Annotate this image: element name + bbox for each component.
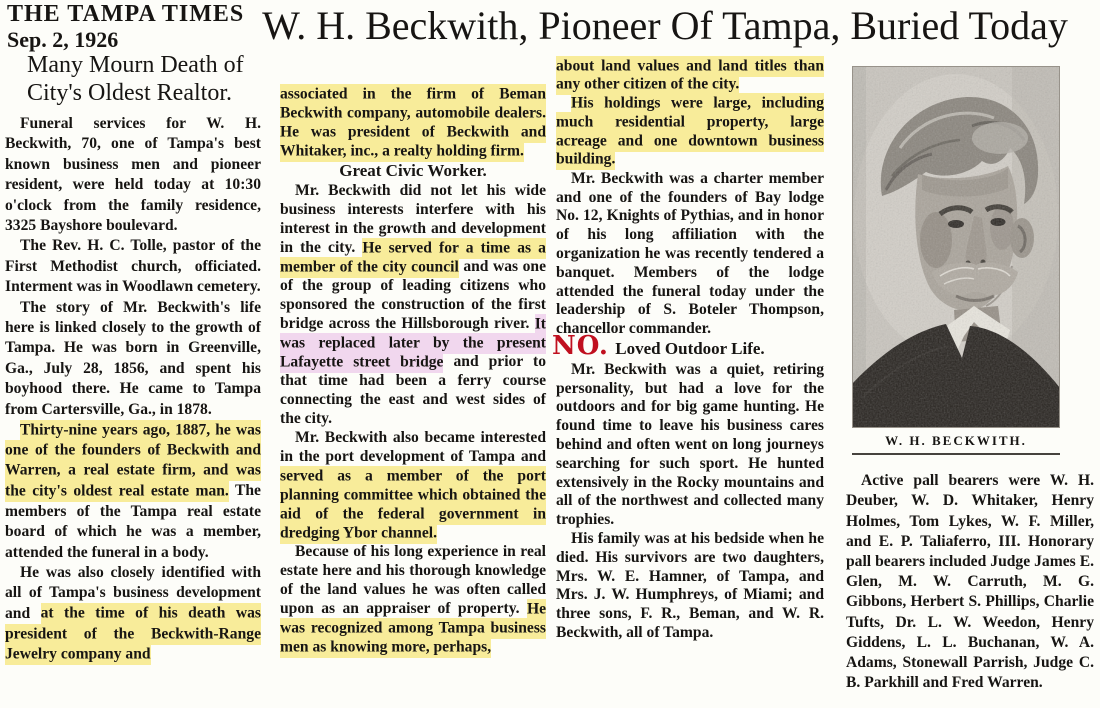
column-3	[552, 57, 824, 643]
text-segment: Mr. Beckwith did not let his wide business interests interfere with his interest in the growth and development in the city.	[280, 182, 546, 256]
no-annotation: NO.	[552, 330, 609, 361]
article-paragraph	[5, 563, 261, 665]
highlighted-text: served as a member of the port planning committee which obtained the aid of the federal government in dredging Ybor channel.	[280, 466, 546, 544]
text-segment: He was also closely identified with all of Tampa's business development and	[5, 563, 261, 622]
highlighted-text: His holdings were large, including much residential property, large acreage and one downtown business building.	[556, 93, 824, 170]
text-segment: The story of Mr. Beckwith's life here is linked closely to the growth of Tampa. He was born in Greenville, Ga., July 28, 1856, and spent his boyhood there. He came to Tampa from Cartersville, Ga., in 1878.	[5, 298, 261, 418]
article-paragraph	[846, 471, 1094, 693]
article-paragraph	[280, 84, 546, 160]
article-paragraph	[280, 428, 546, 542]
column-4	[846, 60, 1094, 693]
highlighted-text: about land values and land titles than any other citizen of the city.	[556, 56, 824, 96]
article-paragraph	[556, 361, 824, 530]
article-paragraph	[5, 236, 261, 297]
column-2	[280, 84, 546, 656]
article-paragraph	[556, 95, 824, 170]
article-paragraph	[556, 530, 824, 643]
text-segment: The members of the Tampa real estate board of which he was a member, attended the funeral in a body.	[5, 482, 261, 561]
column-1	[5, 52, 261, 665]
portrait-photo	[852, 66, 1060, 455]
article-paragraph	[5, 298, 261, 420]
text-segment: Mr. Beckwith was a quiet, retiring personality, but had a love for the outdoors and for big game hunting. He found time to leave his business cares behind and often went on long journeys searching for such sport. He hunted extensively in the Rocky mountains and all of the northwest and collected many trophies.	[556, 360, 824, 529]
masthead-date: Sep. 2, 1926	[7, 27, 119, 52]
article-paragraph	[556, 57, 824, 95]
text-segment: and prior to that time had been a ferry course connecting the east and west sides of the city.	[280, 353, 546, 427]
photo-caption: W. H. BECKWITH.	[852, 428, 1060, 455]
article-paragraph	[280, 181, 546, 428]
highlighted-text: He served for a time as a member of the city council	[280, 238, 546, 278]
text-segment: Mr. Beckwith was a charter member and one of the founders of Bay lodge No. 12, Knights of Pythias, and in honor of his long affiliation with the organization he was recently tendered a banquet. Members of the lodge attended the funeral today under the leadership of S. Boteler Thompson, chancellor commander.	[556, 169, 824, 338]
highlighted-text: He was recognized among Tampa business men as knowing more, perhaps,	[280, 599, 546, 658]
text-segment: The Rev. H. C. Tolle, pastor of the First Methodist church, officiated. Interment was in Woodlawn cemetery.	[5, 237, 261, 296]
main-headline: W. H. Beckwith, Pioneer Of Tampa, Buried Today	[262, 3, 1068, 48]
article-paragraph	[5, 420, 261, 563]
highlighted-text: at the time of his death was president of the Beckwith-Range Jewelry company and	[5, 603, 261, 665]
section-heading-loved-outdoor-life: Loved Outdoor Life.	[615, 338, 765, 358]
article-paragraph	[280, 542, 546, 656]
text-segment: and was one of the group of leading citizens who sponsored the construction of the first bridge across the Hillsborough river.	[280, 258, 546, 332]
text-segment: His family was at his bedside when he died. His survivors are two daughters, Mrs. W. E. Hamner, of Tampa, and Mrs. J. W. Humphreys, of Miami; and three sons, F. R., Beman, and W. R. Beckwith, all of Tampa.	[556, 529, 824, 641]
section-heading-great-civic-worker: Great Civic Worker.	[339, 161, 487, 180]
portrait-image	[852, 66, 1060, 428]
highlighted-text: Thirty-nine years ago, 1887, he was one of the founders of Beckwith and Warren, a real estate firm, and was the city's oldest real estate man.	[5, 420, 261, 502]
article-paragraph	[556, 170, 824, 339]
deck-subheadline: Many Mourn Death of City's Oldest Realtor.	[27, 52, 244, 106]
article-paragraph	[5, 114, 261, 236]
text-segment: Because of his long experience in real estate here and his thorough knowledge of the land values he was often called upon as an appraiser of property.	[280, 543, 546, 617]
masthead-title: THE TAMPA TIMES	[7, 1, 245, 27]
highlighted-text: associated in the firm of Beman Beckwith company, automobile dealers. He was president of Beckwith and Whitaker, inc., a realty holding firm.	[280, 84, 546, 162]
text-segment: Funeral services for W. H. Beckwith, 70, one of Tampa's best known business men and pioneer resident, were held today at 10:30 o'clock from the family residence, 3325 Bayshore boulevard.	[5, 115, 261, 235]
text-segment: Active pall bearers were W. H. Deuber, W. D. Whitaker, Henry Holmes, Tom Lykes, W. F. Miller, and E. P. Taliaferro, III. Honorary pall bearers included Judge James E. Glen, M. W. Carruth, M. G. Gibbons, Herbert S. Phillips, Charlie Tufts, Dr. L. W. Weedon, Henry Giddens, L. L. Buchanan, W. A. Adams, Stonewall Parrish, Judge C. B. Parkhill and Fred Warren.	[846, 472, 1094, 692]
highlighted-text: It was replaced later by the present Lafayette street bridge	[280, 314, 546, 373]
text-segment: Mr. Beckwith also became interested in the port development of Tampa and	[280, 429, 546, 465]
